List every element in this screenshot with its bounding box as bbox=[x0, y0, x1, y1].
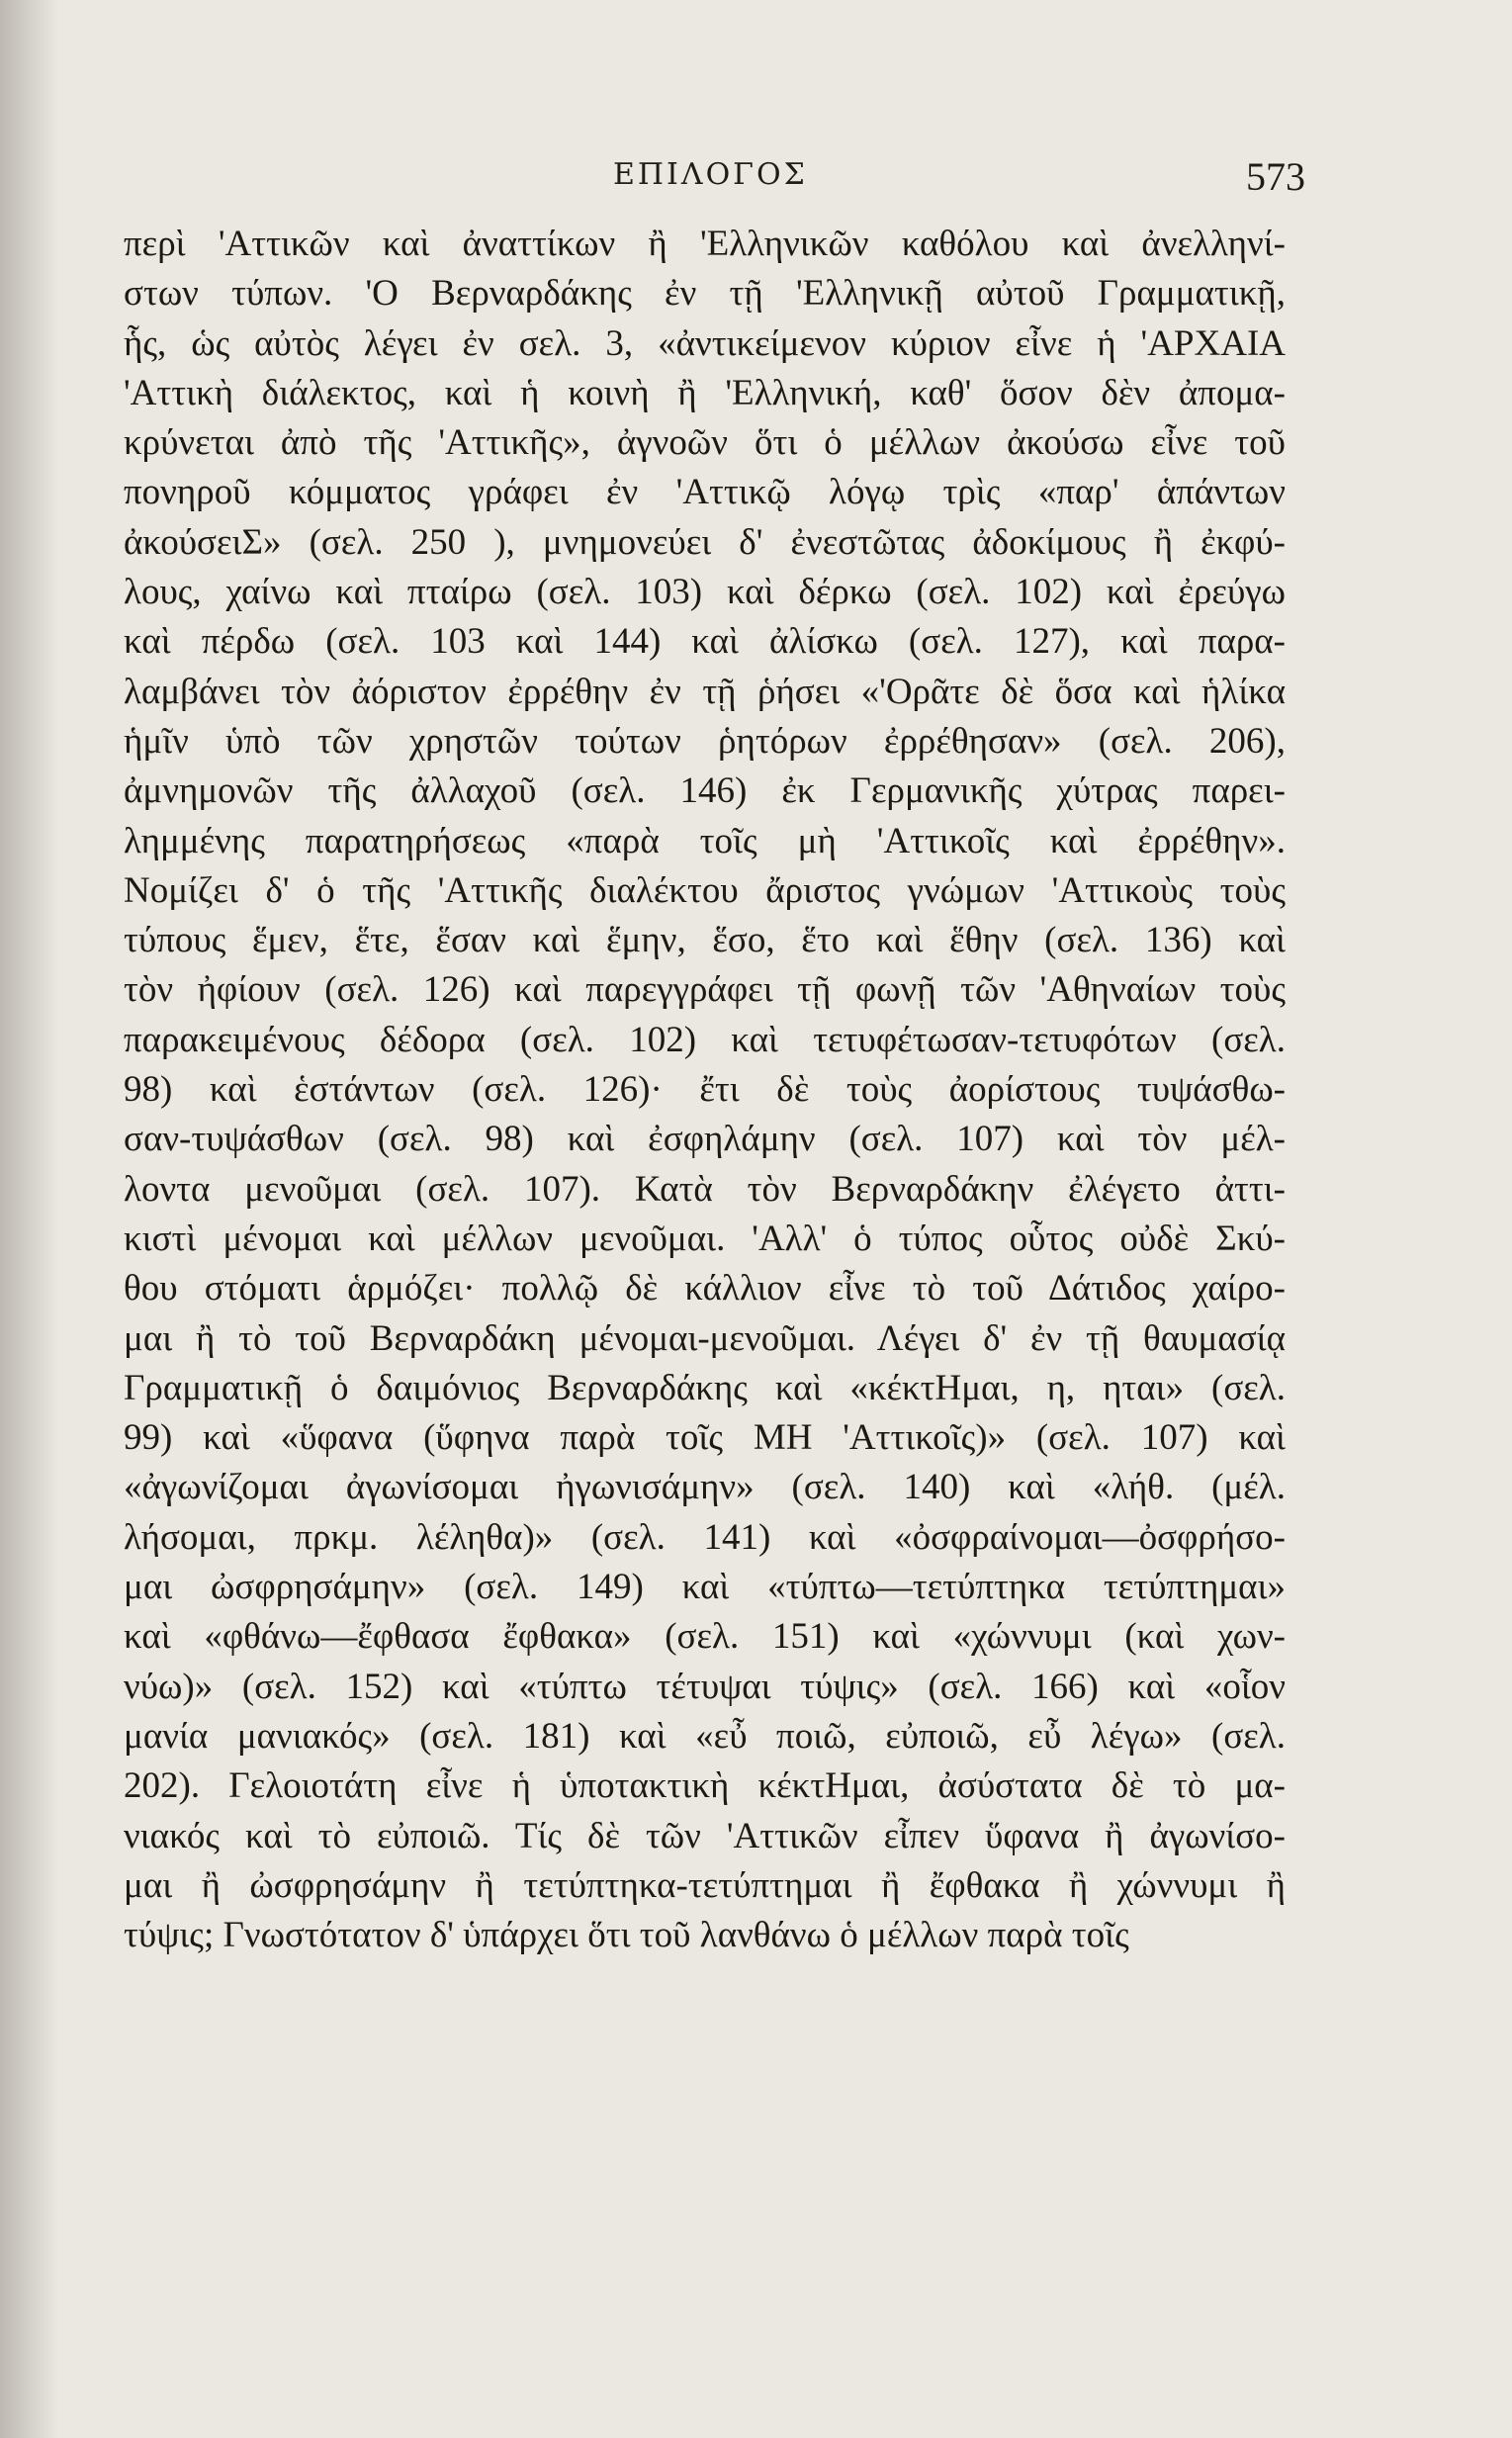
text-line: ἧς, ὡς αὐτὸς λέγει ἐν σελ. 3, «ἀντικείμενον κύριον εἶνε ἡ 'ΑΡΧΑΙΑ bbox=[124, 322, 1286, 364]
text-line: «ἀγωνίζομαι ἀγωνίσομαι ἠγωνισάμην» (σελ. 140) καὶ «λήθ. (μέλ. bbox=[124, 1467, 1286, 1508]
text-line: μανία μανιακός» (σελ. 181) καὶ «εὖ ποιῶ, εὐποιῶ, εὖ λέγω» (σελ. bbox=[124, 1715, 1286, 1757]
text-line: τύπους ἕμεν, ἕτε, ἕσαν καὶ ἕμην, ἕσο, ἕτο καὶ ἕθην (σελ. 136) καὶ bbox=[124, 920, 1286, 961]
text-line: Γραμματικῇ ὁ δαιμόνιος Βερναρδάκης καὶ «κέκτΗμαι, η, ηται» (σελ. bbox=[124, 1367, 1286, 1408]
text-line: παρακειμένους δέδορα (σελ. 102) καὶ τετυφέτωσαν-τετυφότων (σελ. bbox=[124, 1019, 1286, 1060]
running-title: ΕΠΙΛΟΓΟΣ bbox=[613, 157, 808, 192]
page-header bbox=[613, 153, 1305, 203]
text-line: πονηροῦ κόμματος γράφει ἐν 'Αττικῷ λόγῳ τρὶς «παρ' ἁπάντων bbox=[124, 472, 1286, 513]
text-line: σαν-τυψάσθων (σελ. 98) καὶ ἐσφηλάμην (σελ. 107) καὶ τὸν μέλ- bbox=[124, 1119, 1286, 1160]
text-line: μαι ἢ τὸ τοῦ Βερναρδάκη μένομαι-μενοῦμαι. Λέγει δ' ἐν τῇ θαυμασίᾳ bbox=[124, 1317, 1286, 1359]
text-line: μαι ὠσφρησάμην» (σελ. 149) καὶ «τύπτω—τετύπτηκα τετύπτημαι» bbox=[124, 1567, 1286, 1608]
text-line: κιστὶ μένομαι καὶ μέλλων μενοῦμαι. 'Αλλ' ὁ τύπος οὗτος οὐδὲ Σκύ- bbox=[124, 1218, 1286, 1259]
text-line: νιακός καὶ τὸ εὐποιῶ. Τίς δὲ τῶν 'Αττικῶν εἶπεν ὕφανα ἢ ἀγωνίσο- bbox=[124, 1815, 1286, 1856]
text-line: ἀμνημονῶν τῆς ἀλλαχοῦ (σελ. 146) ἐκ Γερμανικῆς χύτρας παρει- bbox=[124, 770, 1286, 812]
text-line: λους, χαίνω καὶ πταίρω (σελ. 103) καὶ δέρκω (σελ. 102) καὶ ἐρεύγω bbox=[124, 572, 1286, 613]
text-line: τύψις; Γνωστότατον δ' ὑπάρχει ὅτι τοῦ λανθάνω ὁ μέλλων παρὰ τοῖς bbox=[124, 1915, 1129, 1956]
text-line: 99) καὶ «ὕφανα (ὕφηνα παρὰ τοῖς ΜΗ 'Αττικοῖς)» (σελ. 107) καὶ bbox=[124, 1417, 1286, 1459]
text-line: νύω)» (σελ. 152) καὶ «τύπτω τέτυψαι τύψις» (σελ. 166) καὶ «οἷον bbox=[124, 1666, 1286, 1707]
text-line: Νομίζει δ' ὁ τῆς 'Αττικῆς διαλέκτου ἄριστος γνώμων 'Αττικοὺς τοὺς bbox=[124, 869, 1286, 911]
text-line: θου στόματι ἁρμόζει· πολλῷ δὲ κάλλιον εἶνε τὸ τοῦ Δάτιδος χαίρο- bbox=[124, 1268, 1286, 1309]
text-line: 'Αττικὴ διάλεκτος, καὶ ἡ κοινὴ ἢ 'Ελληνική, καθ' ὅσον δὲν ἀπομα- bbox=[124, 372, 1286, 413]
text-line: λοντα μενοῦμαι (σελ. 107). Κατὰ τὸν Βερναρδάκην ἐλέγετο ἀττι- bbox=[124, 1168, 1286, 1210]
text-line: περὶ 'Αττικῶν καὶ ἀναττίκων ἢ 'Ελληνικῶν καθόλου καὶ ἀνελληνί- bbox=[124, 224, 1286, 264]
text-line: λήσομαι, πρκμ. λέληθα)» (σελ. 141) καὶ «ὀσφραίνομαι—ὀσφρήσο- bbox=[124, 1516, 1286, 1558]
text-line: 98) καὶ ἑστάντων (σελ. 126)· ἔτι δὲ τοὺς ἀορίστους τυψάσθω- bbox=[124, 1069, 1286, 1111]
text-line: τὸν ἠφίουν (σελ. 126) καὶ παρεγγράφει τῇ φωνῇ τῶν 'Αθηναίων τοὺς bbox=[124, 969, 1286, 1011]
text-line: ἡμῖν ὑπὸ τῶν χρηστῶν τούτων ῥητόρων ἐρρέθησαν» (σελ. 206), bbox=[124, 720, 1286, 762]
text-line: καὶ «φθάνω—ἔφθασα ἔφθακα» (σελ. 151) καὶ «χώννυμι (καὶ χων- bbox=[124, 1616, 1286, 1658]
text-line: ἀκούσειΣ» (σελ. 250 ), μνημονεύει δ' ἐνεστῶτας ἀδοκίμους ἢ ἐκφύ- bbox=[124, 521, 1286, 563]
page-edge-shadow bbox=[0, 0, 59, 2438]
text-line: λαμβάνει τὸν ἀόριστον ἐρρέθην ἐν τῇ ῥήσει «'Ορᾶτε δὲ ὅσα καὶ ἡλίκα bbox=[124, 671, 1286, 712]
text-line: στων τύπων. 'Ο Βερναρδάκης ἐν τῇ 'Ελληνικῇ αὐτοῦ Γραμματικῇ, bbox=[124, 273, 1286, 315]
text-line: 202). Γελοιοτάτη εἶνε ἡ ὑποτακτικὴ κέκτΗμαι, ἀσύστατα δὲ τὸ μα- bbox=[124, 1765, 1286, 1807]
text-line: λημμένης παρατηρήσεως «παρὰ τοῖς μὴ 'Αττικοῖς καὶ ἐρρέθην». bbox=[124, 820, 1286, 861]
page-number: 573 bbox=[1246, 154, 1305, 199]
text-line: κρύνεται ἀπὸ τῆς 'Αττικῆς», ἀγνοῶν ὅτι ὁ μέλλων ἀκούσω εἶνε τοῦ bbox=[124, 422, 1286, 464]
text-line: μαι ἢ ὠσφρησάμην ἢ τετύπτηκα-τετύπτημαι ἢ ἔφθακα ἢ χώννυμι ἢ bbox=[124, 1864, 1286, 1906]
body-text bbox=[124, 220, 1286, 1960]
text-line: καὶ πέρδω (σελ. 103 καὶ 144) καὶ ἀλίσκω (σελ. 127), καὶ παρα- bbox=[124, 621, 1286, 663]
